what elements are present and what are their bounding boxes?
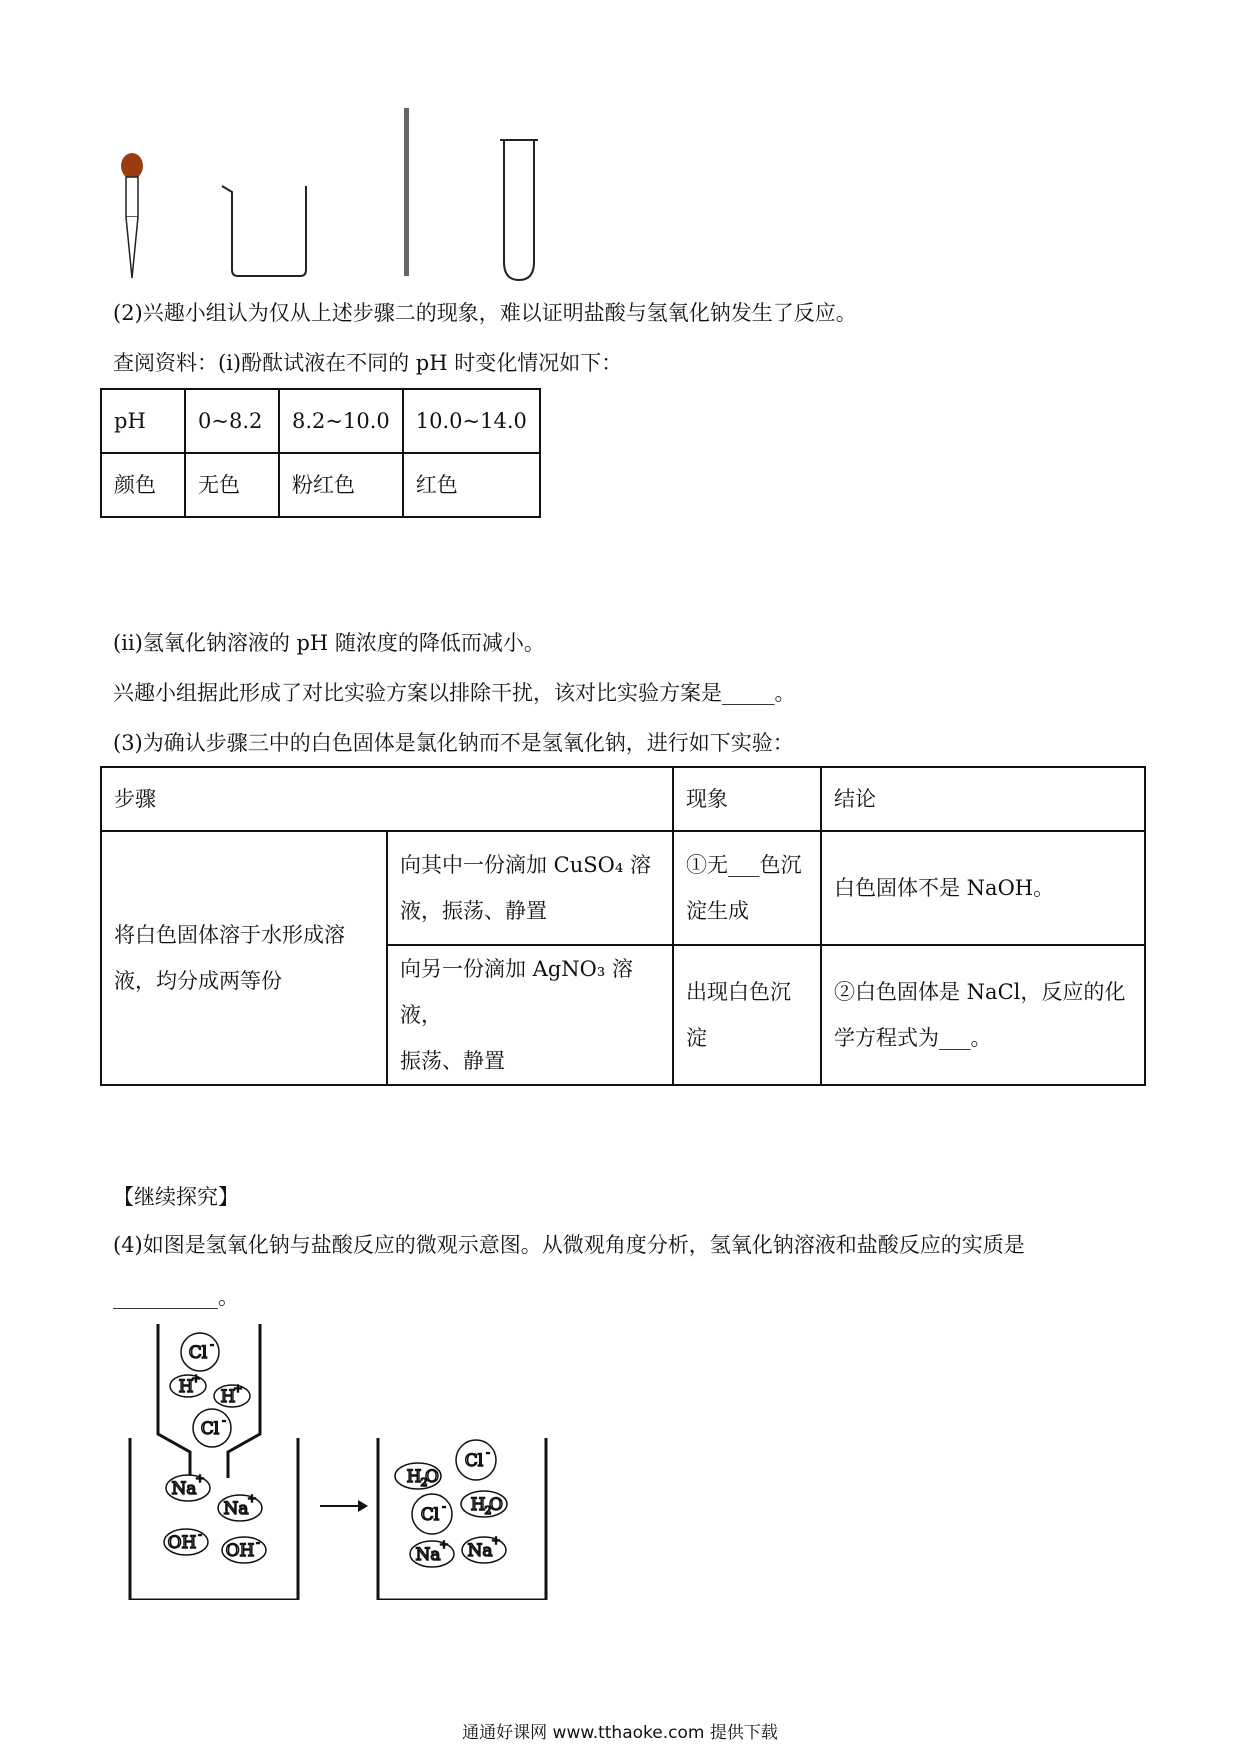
q3-intro: (3)为确认步骤三中的白色固体是氯化钠而不是氢氧化钠，进行如下实验： <box>113 731 794 755</box>
molecule-label: O <box>489 1495 503 1515</box>
svg-text:+: + <box>491 1534 501 1547</box>
conclusion-row1-cell: 白色固体不是 NaOH。 <box>821 831 1145 945</box>
ion-label: Cl <box>188 1343 208 1363</box>
svg-text:-: - <box>210 1338 214 1351</box>
cell-text-line: ①无___色沉 <box>686 853 802 877</box>
cell-text-line: 出现白色沉 <box>686 980 791 1004</box>
ion-label: Cl <box>200 1419 220 1439</box>
q4-blank: __________。 <box>113 1285 239 1309</box>
conclusion-row2-cell <box>821 945 1145 1085</box>
q4-heading: 【继续探究】 <box>113 1185 239 1209</box>
molecule-label: O <box>425 1467 439 1487</box>
ion-label: Na <box>223 1499 249 1519</box>
glass-rod-icon <box>404 108 409 276</box>
svg-text:-: - <box>256 1536 260 1549</box>
ph-header-cell: 0~8.2 <box>185 389 279 453</box>
ion-label: Na <box>171 1479 197 1499</box>
ph-header-cell: 10.0~14.0 <box>403 389 540 453</box>
ph-color-table <box>100 388 541 518</box>
cell-text-line: 向另一份滴加 AgNO₃ 溶液， <box>400 957 633 1027</box>
svg-text:-: - <box>198 1528 202 1541</box>
cell-text-line: 将白色固体溶于水形成溶 <box>114 923 345 947</box>
cell-text-line: 淀 <box>686 1026 707 1050</box>
dropper-icon <box>121 153 143 278</box>
ion-label: Cl <box>464 1451 484 1471</box>
page-footer: 通通好课网 www.tthaoke.com 提供下载 <box>462 1723 778 1743</box>
ion-label: H <box>178 1377 194 1397</box>
q4-text: (4)如图是氢氧化钠与盐酸反应的微观示意图。从微观角度分析，氢氧化钠溶液和盐酸反应的实质是 <box>113 1233 1025 1257</box>
cell-text-line: 液，均分成两等份 <box>114 969 282 993</box>
svg-text:2: 2 <box>420 1476 428 1489</box>
step-row2-cell <box>387 945 673 1085</box>
ion-label: OH <box>167 1533 197 1553</box>
ph-header-cell: pH <box>101 389 185 453</box>
molecule-label: H <box>470 1495 486 1515</box>
ph-header-cell: 8.2~10.0 <box>279 389 403 453</box>
conclusion-header: 结论 <box>821 767 1145 831</box>
beaker-icon <box>222 186 306 276</box>
svg-text:+: + <box>439 1538 449 1551</box>
phenomenon-row2-cell <box>673 945 821 1085</box>
ion-label: Na <box>415 1545 441 1565</box>
cell-text-line: 振荡、静置 <box>400 1049 505 1073</box>
ph-color-cell: 红色 <box>403 453 540 517</box>
svg-text:+: + <box>233 1382 243 1395</box>
svg-text:-: - <box>486 1446 490 1459</box>
svg-text:+: + <box>191 1372 201 1385</box>
ion-label: Na <box>467 1541 493 1561</box>
step-row1-cell <box>387 831 673 945</box>
ph-color-cell: 无色 <box>185 453 279 517</box>
phenomenon-row1-cell <box>673 831 821 945</box>
step-header: 步骤 <box>101 767 673 831</box>
cell-text-line: 学方程式为___。 <box>834 1026 992 1050</box>
phenomenon-header: 现象 <box>673 767 821 831</box>
q2-plan: 兴趣小组据此形成了对比实验方案以排除干扰，该对比实验方案是_____。 <box>113 681 796 705</box>
ph-color-cell: 粉红色 <box>279 453 403 517</box>
reaction-diagram <box>0 1310 600 1600</box>
experiment-table <box>100 766 1146 1086</box>
step-main-cell <box>101 831 387 1085</box>
cell-text-line: 淀生成 <box>686 899 749 923</box>
arrow-icon <box>320 1500 368 1512</box>
cell-text-line: 向其中一份滴加 CuSO₄ 溶 <box>400 853 651 877</box>
cell-text-line: 液，振荡、静置 <box>400 899 547 923</box>
svg-text:+: + <box>247 1492 257 1505</box>
lab-apparatus-figure <box>0 0 1240 290</box>
cell-text-line: ②白色固体是 NaCl，反应的化 <box>834 980 1126 1004</box>
svg-text:-: - <box>442 1500 446 1513</box>
molecule-label: H <box>406 1467 422 1487</box>
q2-ref-i: 查阅资料：(i)酚酞试液在不同的 pH 时变化情况如下： <box>113 351 623 375</box>
svg-text:-: - <box>222 1414 226 1427</box>
ph-color-cell: 颜色 <box>101 453 185 517</box>
q2-intro: (2)兴趣小组认为仅从上述步骤二的现象，难以证明盐酸与氢氧化钠发生了反应。 <box>113 301 857 325</box>
ion-label: Cl <box>420 1505 440 1525</box>
ion-label: OH <box>225 1541 255 1561</box>
svg-text:+: + <box>195 1472 205 1485</box>
svg-text:2: 2 <box>484 1504 492 1517</box>
ion-label: H <box>220 1387 236 1407</box>
test-tube-icon <box>500 140 538 280</box>
q2-ref-ii: (ⅱ)氢氧化钠溶液的 pH 随浓度的降低而减小。 <box>113 631 545 655</box>
